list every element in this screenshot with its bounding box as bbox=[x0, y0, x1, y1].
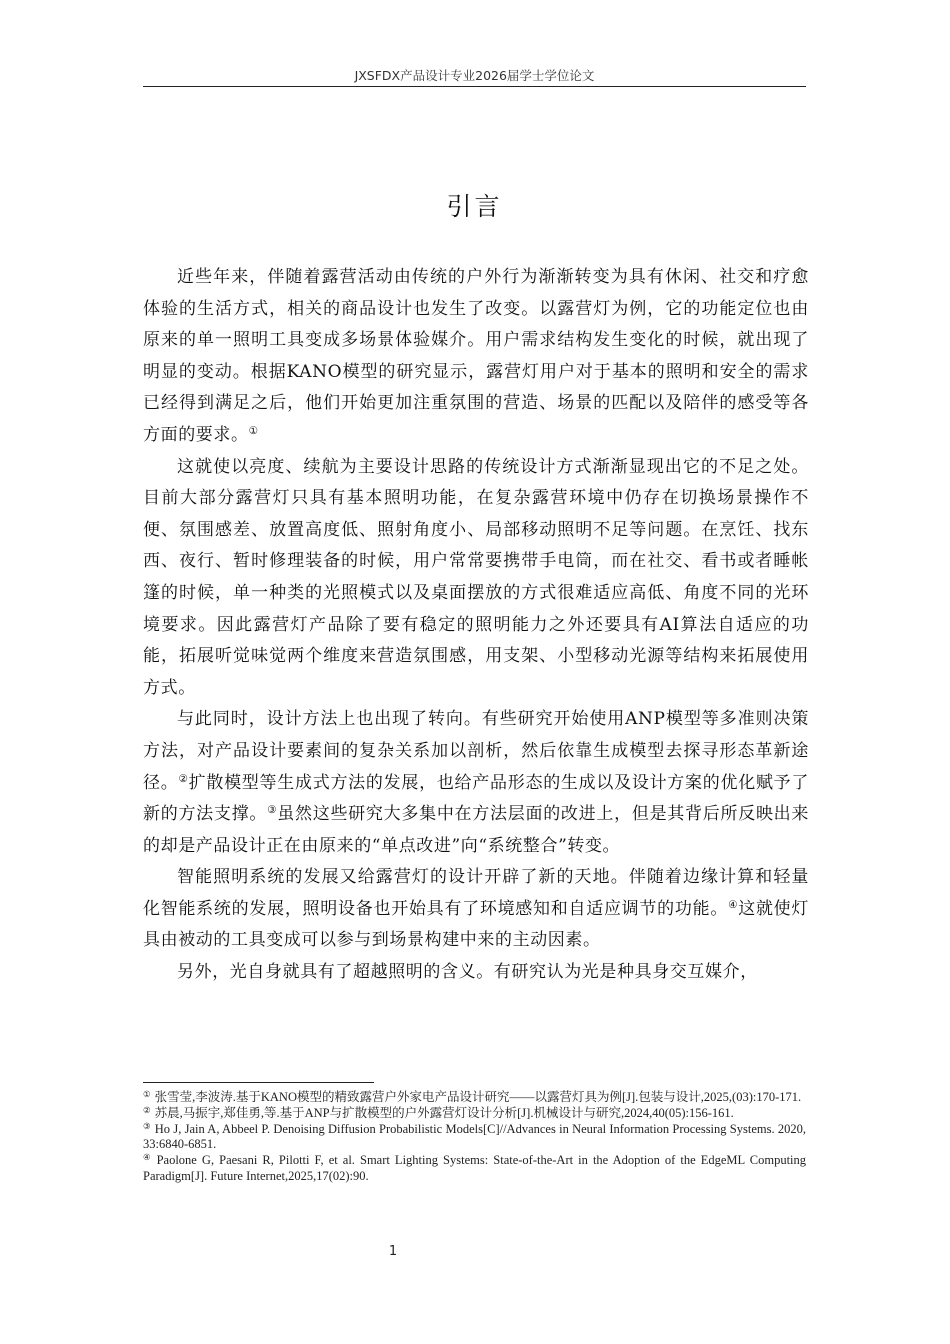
footnote-2 bbox=[143, 1106, 806, 1122]
paragraph-1-text: 近些年来，伴随着露营活动由传统的户外行为渐渐转变为具有休闲、社交和疗愈体验的生活方式，相关的商品设计也发生了改变。以露营灯为例，它的功能定位也由原来的单一照明工具变成多场景体验媒介。用户需求结构发生变化的时候，就出现了明显的变动。根据KANO模型的研究显示，露营灯用户对于基本的照明和安全的需求已经得到满足之后，他们开始更加注重氛围的营造、场景的匹配以及陪伴的感受等各方面的要求。 bbox=[143, 267, 809, 445]
footnote-4 bbox=[143, 1153, 806, 1185]
paragraph-4-text-a: 智能照明系统的发展又给露营灯的设计开辟了新的天地。伴随着边缘计算和轻量化智能系统的发展，照明设备也开始具有了环境感知和自适应调节的功能。 bbox=[143, 867, 809, 919]
footnote-3 bbox=[143, 1122, 806, 1154]
section-title: 引言 bbox=[446, 192, 503, 221]
paragraph-2-text: 这就使以亮度、续航为主要设计思路的传统设计方式渐渐显现出它的不足之处。目前大部分露营灯只具有基本照明功能，在复杂露营环境中仍存在切换场景操作不便、氛围感差、放置高度低、照射角度小、局部移动照明不足等问题。在烹饪、找东西、夜行、暂时修理装备的时候，用户常常要携带手电筒，而在社交、看书或者睡帐篷的时候，单一种类的光照模式以及桌面摆放的方式很难适应高低、角度不同的光环境要求。因此露营灯产品除了要有稳定的照明能力之外还要具有AI算法自适应的功能，拓展听觉味觉两个维度来营造氛围感，用支架、小型移动光源等结构来拓展使用方式。 bbox=[143, 456, 809, 698]
paragraph-2 bbox=[143, 452, 809, 705]
footnotes bbox=[143, 1090, 806, 1185]
paragraph-3 bbox=[143, 704, 809, 862]
footnote-mark-4: ④ bbox=[143, 1152, 153, 1163]
page-number: 1 bbox=[388, 1244, 398, 1259]
paragraph-5 bbox=[143, 957, 809, 989]
paragraph-3-text-c: 虽然这些研究大多集中在方法层面的改进上，但是其背后所反映出来的却是产品设计正在由原来的“单点改进”向“系统整合”转变。 bbox=[143, 804, 810, 856]
footnote-1 bbox=[143, 1090, 806, 1106]
footnote-text-4: Paolone G, Paesani R, Pilotti F, et al. Smart Lighting Systems: State-of-the-Art in the Adoption of the EdgeML Computing Paradigm[J]. Future Internet,2025,17(02):90. bbox=[143, 1153, 807, 1183]
paragraph-4-text-b: 这就使灯具由被动的工具变成可以参与到场景构建中来的主动因素。 bbox=[143, 898, 810, 951]
paragraph-3-text-a: 与此同时，设计方法上也出现了转向。有些研究开始使用ANP模型等多准则决策方法，对产品设计要素间的复杂关系加以剖析，然后依靠生成模型去探寻形态革新途径。 bbox=[143, 709, 809, 793]
footnote-mark-3: ③ bbox=[143, 1120, 151, 1131]
footnote-rule bbox=[143, 1082, 374, 1083]
running-head: JXSFDX产品设计专业2026届学士学位论文 bbox=[354, 68, 595, 83]
footnote-mark-2: ② bbox=[143, 1104, 151, 1115]
footnote-mark-1: ① bbox=[143, 1089, 151, 1099]
footnote-text-2: 苏晨,马振宇,郑佳勇,等.基于ANP与扩散模型的户外露营灯设计分析[J].机械设计与研究,2024,40(05):156-161. bbox=[154, 1105, 734, 1120]
header-rule bbox=[143, 86, 806, 87]
footnote-text-1: 张雪莹,李波涛.基于KANO模型的精致露营户外家电产品设计研究——以露营灯具为例[J].包装与设计,2025,(03):170-171. bbox=[154, 1090, 802, 1104]
body-text bbox=[143, 262, 809, 989]
footnote-ref-2: ② bbox=[178, 772, 189, 785]
footnote-text-3: Ho J, Jain A, Abbeel P. Denoising Diffusion Probabilistic Models[C]//Advances in Neural Information Processing Systems. 2020, 33:6840-6851. bbox=[143, 1121, 806, 1152]
footnote-ref-3: ③ bbox=[267, 804, 278, 817]
footnote-ref-1: ① bbox=[248, 424, 259, 437]
footnote-ref-4: ④ bbox=[728, 898, 739, 911]
paragraph-3-text-b: 扩散模型等生成式方法的发展，也给产品形态的生成以及设计方案的优化赋予了新的方法支撑。 bbox=[143, 772, 810, 825]
paragraph-5-text: 另外，光自身就具有了超越照明的含义。有研究认为光是种具身交互媒介， bbox=[177, 962, 758, 983]
paragraph-4 bbox=[143, 862, 809, 957]
paragraph-1 bbox=[143, 262, 809, 452]
